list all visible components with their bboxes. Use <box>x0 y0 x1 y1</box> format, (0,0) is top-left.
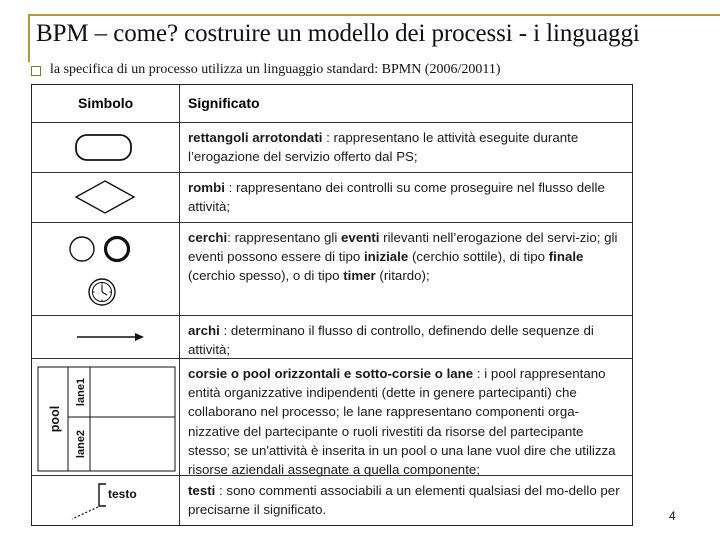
term-label: testi <box>188 483 216 498</box>
text-annotation-icon <box>32 476 179 525</box>
diamond-icon <box>32 173 179 223</box>
page-number: 4 <box>669 509 676 523</box>
term-description: : rappresentano le attività eseguite durante l’erogazione del servizio offerto dal PS; <box>188 130 579 165</box>
term-emphasis: pool <box>242 366 271 381</box>
lane2-label: lane2 <box>75 429 87 459</box>
term-description: : sono commenti associabili a un elementi qualsiasi del mo-dello per precisarne il significato. <box>188 483 620 518</box>
timer-icon <box>89 279 115 305</box>
term-label: archi <box>188 323 220 338</box>
term-description: : determinano il flusso di controllo, definendo delle sequenze di attività; <box>188 323 594 358</box>
term-emphasis: eventi <box>341 230 380 245</box>
term-description: : rappresentano dei controlli su come proseguire nel flusso delle attività; <box>188 180 605 215</box>
term-description: rilevanti nell’erogazione del servi-zio; gli eventi possono essere di tipo <box>188 230 618 265</box>
term-label: rombi <box>188 180 225 195</box>
bullet-item <box>31 62 501 78</box>
term-description: (ritardo); <box>375 268 430 284</box>
table-row <box>32 123 632 173</box>
table-row <box>32 359 632 476</box>
bullet-checkbox-icon <box>31 66 41 76</box>
circles-icon <box>32 223 179 316</box>
term-label: cerchi <box>188 230 228 245</box>
header-meaning: Significato <box>188 95 260 111</box>
term-description: : rappresentano gli <box>227 230 342 245</box>
rounded-rectangle-icon <box>32 123 179 173</box>
term-emphasis: iniziale <box>363 249 409 265</box>
lane1-label: lane1 <box>75 377 87 407</box>
term-label: orizzontali e sotto-corsie o <box>270 366 447 381</box>
arrow-icon <box>32 316 179 359</box>
pool-lanes-icon <box>32 359 179 476</box>
term-emphasis: lane <box>446 366 474 381</box>
table-row <box>32 476 632 525</box>
page-title: BPM – come? costruire un modello dei processi - i linguaggi <box>36 20 640 47</box>
table-row <box>32 223 632 316</box>
table-header-row <box>32 85 632 123</box>
bullet-text: la specifica di un processo utilizza un linguaggio standard: BPMN (2006/20011) <box>50 62 501 77</box>
table-row <box>32 173 632 223</box>
table-row <box>32 316 632 359</box>
term-emphasis: finale <box>548 249 584 265</box>
term-description: (cerchio sottile), di tipo <box>408 249 549 265</box>
term-emphasis: timer <box>343 268 376 284</box>
symbols-table <box>31 84 633 526</box>
annotation-label: testo <box>108 487 137 501</box>
term-label: corsie o <box>188 366 243 381</box>
term-description: (cerchio spesso), o di tipo <box>188 268 344 284</box>
term-description: : i pool rappresentano entità organizzative indipendenti (dette in genere partecipanti) che collaborano nel processo; le lane rappresentano componenti orga-nizzative del partecipante o ruoli rivestiti da risorse del partecipante stesso; se un'attività è inserita in un pool o una lane vuol dire che utilizza risorse aziendali assegnate a quella componente; <box>188 366 616 478</box>
pool-label: pool <box>48 405 62 433</box>
header-symbol: Simbolo <box>78 95 134 111</box>
term-label: rettangoli arrotondati <box>188 130 323 145</box>
